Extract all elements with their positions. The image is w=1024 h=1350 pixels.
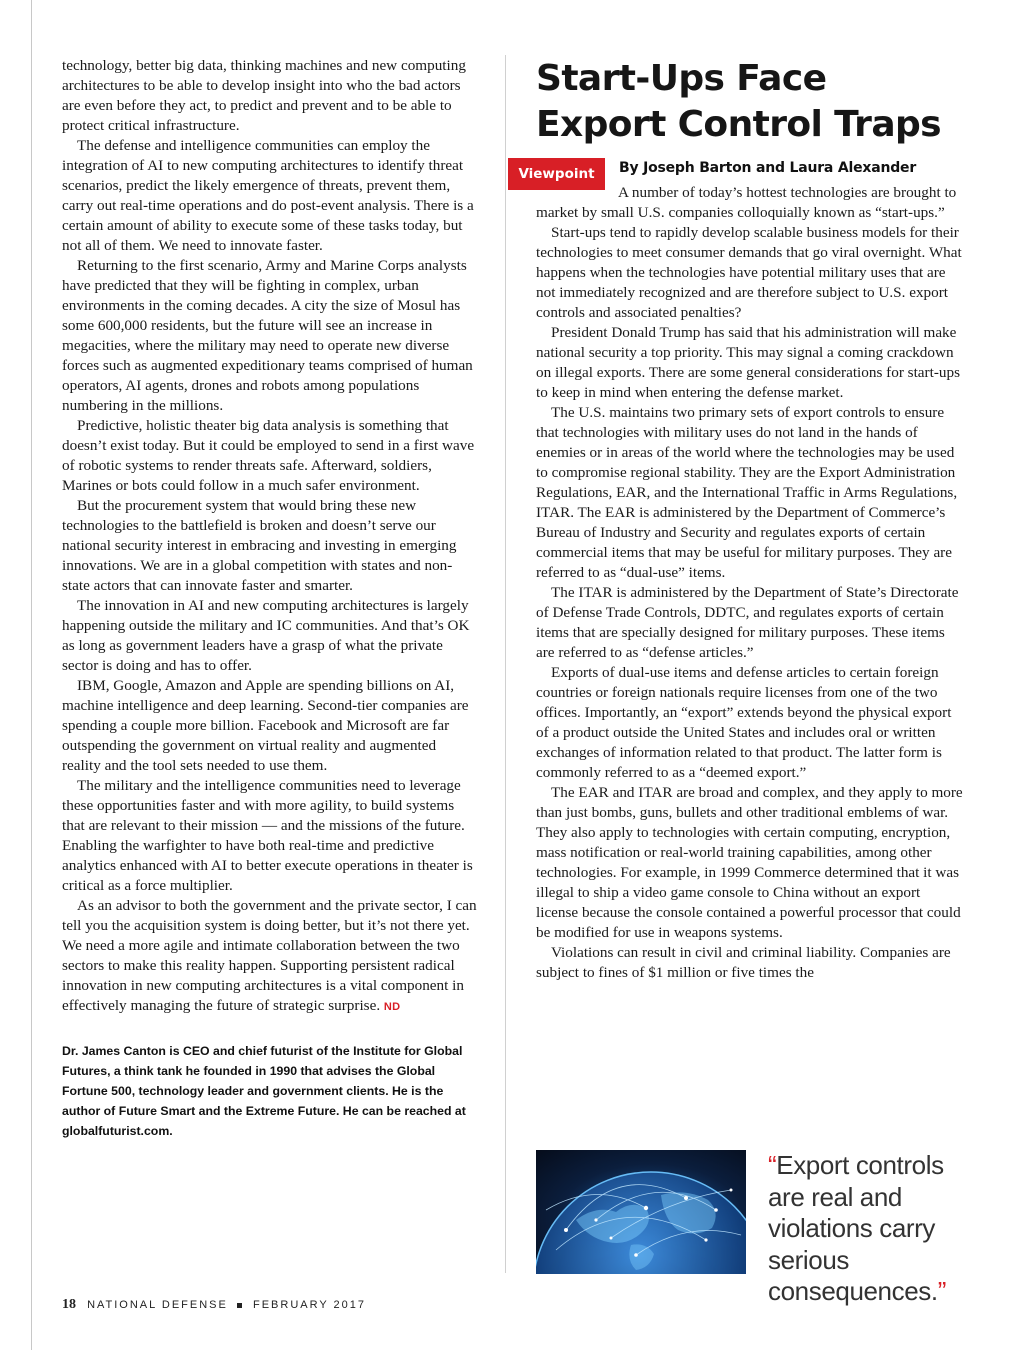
left-paragraph-1: technology, better big data, thinking machines and new computing architectures to be able to develop insight into who the bad actors are even before they act, to predict and prevent and to be able to protect critical infrastructure. <box>62 57 466 134</box>
left-paragraph-3: Returning to the first scenario, Army and Marine Corps analysts have predicted that they will be fighting in complex, urban environments in the coming decades. A city the size of Mosul has some 600,000 residents, but the future will see an increase in megacities, where the military may need to operate new diverse forces such as augmented expeditionary teams comprised of human operators, AI agents, drones and robots among populations numbering in the millions. <box>62 257 473 414</box>
right-paragraph-7: Violations can result in civil and criminal liability. Companies are subject to fines of $1 million or five times the <box>536 944 951 981</box>
left-paragraph-5: But the procurement system that would bring these new technologies to the battlefield is broken and doesn’t serve our national security interest in embracing and investing in emerging innovations. We are in a global competition with states and non-state actors that can innovate faster and smarter. <box>62 497 457 594</box>
separator-dot <box>237 1303 242 1308</box>
left-paragraph-4: Predictive, holistic theater big data analysis is something that doesn’t exist today. But it could be employed to send in a first wave of robotic systems to render threats safe. Afterward, soldiers, Marines or bots could follow in a much safer environment. <box>62 417 475 494</box>
headline-line-1: Start-Ups Face <box>536 58 827 99</box>
pull-quote-callout <box>536 1150 976 1306</box>
close-quote-mark: ” <box>937 1276 946 1306</box>
article-headline <box>536 56 966 148</box>
right-paragraph-4: The ITAR is administered by the Department of State’s Directorate of Defense Trade Controls, DDTC, and regulates exports of certain items that are specially designed for military purposes. These items are referred to as “defense articles.” <box>536 584 959 661</box>
left-paragraph-2: The defense and intelligence communities can employ the integration of AI to new computing architectures to identify threat scenarios, predict the likely emergence of threats, prevent them, carry out real-time operations and do post-event analysis. There is a certain amount of ability to execute some of these tasks today, but not all of them. We need to innovate faster. <box>62 137 474 254</box>
right-paragraph-1: Start-ups tend to rapidly develop scalable business models for their technologies to meet consumer demands that go viral overnight. What happens when the technologies have potential military uses that are not immediately recognized and are therefore subject to U.S. export controls and associated penalties? <box>536 224 962 321</box>
left-paragraph-7: IBM, Google, Amazon and Apple are spending billions on AI, machine intelligence and deep learning. Second-tier companies are spending a couple more billion. Facebook and Microsoft are far outspending the government on virtual reality and augmented reality and the tool sets needed to use them. <box>62 677 469 774</box>
end-mark: ND <box>383 1001 401 1013</box>
column-divider <box>505 55 506 1273</box>
page-number: 18 <box>62 1297 76 1312</box>
final-paragraph-text: As an advisor to both the government and the private sector, I can tell you the acquisition system is doing better, but it’s not there yet. We need a more agile and intimate collaboration between the two sectors to make this reality happen. Supporting persistent radical innovation in new computing architectures is a vital component in effectively managing the future of strategic surprise. <box>62 897 477 1014</box>
page-margin-rule <box>31 0 32 1350</box>
lead-paragraph: A number of today’s hottest technologies are brought to market by small U.S. companies colloquially known as “start-ups.” <box>536 184 957 221</box>
issue-date: FEBRUARY 2017 <box>252 1299 367 1311</box>
right-column <box>518 56 966 983</box>
world-network-image <box>536 1150 746 1274</box>
byline: By Joseph Barton and Laura Alexander <box>619 160 917 176</box>
viewpoint-tag: Viewpoint <box>508 158 605 190</box>
left-paragraph-final <box>62 896 478 1017</box>
right-article-body <box>536 183 966 983</box>
author-bio: Dr. James Canton is CEO and chief futurist of the Institute for Global Futures, a think tank he founded in 1990 that advises the Global Fortune 500, technology leader and government clients. He is the author of Future Smart and the Extreme Future. He can be reached at globalfuturist.com. <box>62 1044 466 1138</box>
headline-line-2: Export Control Traps <box>536 104 942 145</box>
left-paragraph-8: The military and the intelligence communities need to leverage these opportunities faster and with more agility, to build systems that are relevant to their mission — and the missions of the future. Enabling the warfighter to have both real-time and predictive analytics enhanced with AI to better execute operations in theater is critical as a force multiplier. <box>62 777 473 894</box>
pull-quote-text: Export controls are real and violations carry serious consequences. <box>768 1150 944 1306</box>
pull-quote <box>768 1150 978 1308</box>
left-paragraph-6: The innovation in AI and new computing architectures is largely happening outside the military and IC communities. And that’s OK as long as government leaders have a grasp of what the private sector is doing and has to offer. <box>62 597 470 674</box>
left-column <box>62 56 478 1141</box>
right-paragraph-5: Exports of dual-use items and defense articles to certain foreign countries or foreign nationals require licenses from one of the two offices. Importantly, an “export” extends beyond the physical export of a product outside the United States and includes oral or written exchanges of information related to that product. The latter form is commonly referred to as a “deemed export.” <box>536 664 952 781</box>
left-article-body <box>62 56 478 1017</box>
page-footer <box>62 1297 366 1313</box>
right-paragraph-2: President Donald Trump has said that his administration will make national security a top priority. This may signal a coming crackdown on illegal exports. There are some general considerations for start-ups to keep in mind when entering the defense market. <box>536 324 960 401</box>
right-paragraph-3: The U.S. maintains two primary sets of export controls to ensure that technologies with military uses do not land in the hands of enemies or in areas of the world where the technologies may be used to compromise regional stability. They are the Export Administration Regulations, EAR, and the International Traffic in Arms Regulations, ITAR. The EAR is administered by the Department of Commerce’s Bureau of Industry and Security and regulates exports of certain commercial items that may be useful for military purposes. They are referred to as “dual-use” items. <box>536 404 958 581</box>
right-paragraph-6: The EAR and ITAR are broad and complex, and they apply to more than just bombs, guns, bullets and other traditional emblems of war. They also apply to technologies with certain computing, encryption, mass notification or real-world training capabilities, among other technologies. For example, in 1999 Commerce determined that it was illegal to ship a video game console to China without an export license because the console contained a powerful processor that could be modified for use in weapons systems. <box>536 784 963 941</box>
open-quote-mark: “ <box>768 1150 777 1180</box>
byline-row <box>518 160 966 183</box>
publication-name: NATIONAL DEFENSE <box>87 1299 228 1311</box>
